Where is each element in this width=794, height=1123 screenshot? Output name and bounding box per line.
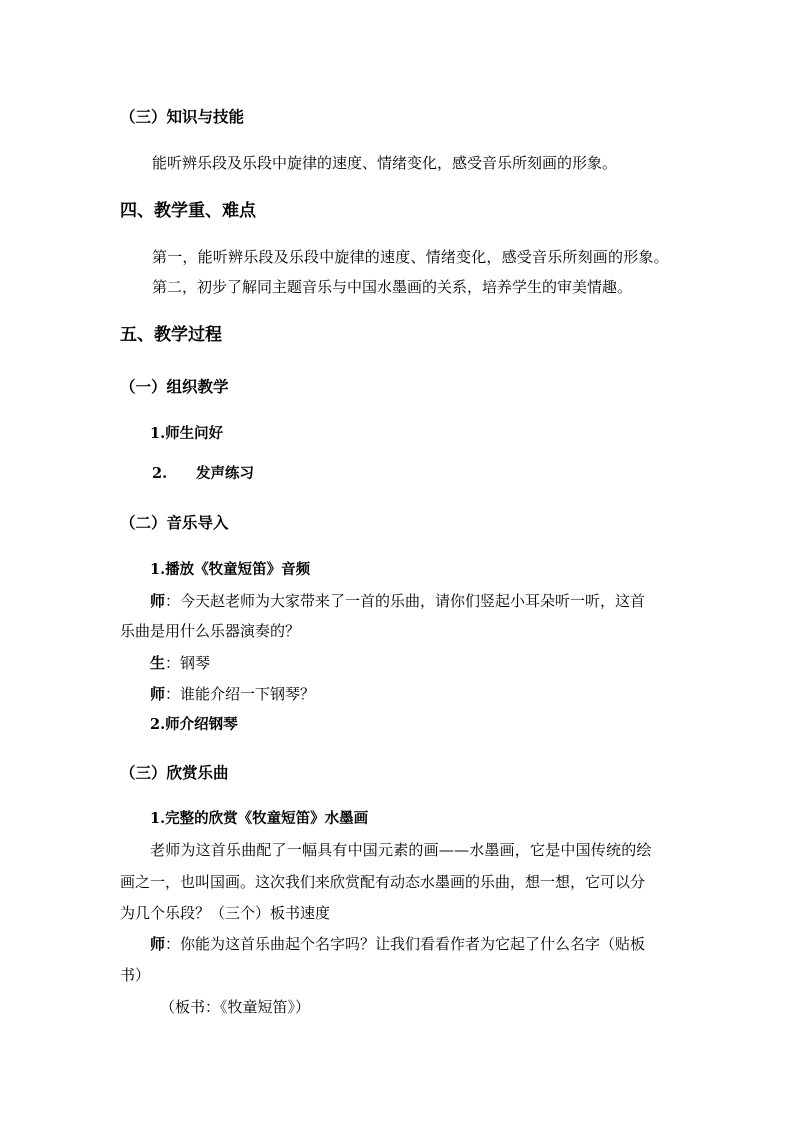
section-heading-knowledge-skills: （三）知识与技能: [120, 108, 245, 126]
list-item-introduce-piano: 2.师介绍钢琴: [150, 716, 238, 733]
speaker-label: 师: [150, 592, 166, 610]
section-heading-key-points: 四、教学重、难点: [120, 201, 256, 221]
list-item-greeting: 1.师生问好: [150, 425, 224, 442]
dialogue-text: ：今天赵老师为大家带来了一首的乐曲，请你们竖起小耳朵听一听，这首: [165, 592, 646, 610]
subsection-heading-organize: （一）组织教学: [120, 378, 229, 396]
paragraph-knowledge-skills: 能听辨乐段及乐段中旋律的速度、情绪变化，感受音乐所刻画的形象。: [152, 154, 618, 172]
paragraph-ink-painting-3: 为几个乐段？（三个）板书速度: [120, 904, 331, 922]
dialogue-text: ：钢琴: [165, 654, 211, 672]
dialogue-teacher-2: [150, 684, 315, 704]
dialogue-text: ：你能为这首乐曲起个名字吗？让我们看看作者为它起了什么名字（贴板: [165, 935, 646, 953]
speaker-label: 师: [150, 935, 166, 953]
subsection-heading-appreciation: （三）欣赏乐曲: [120, 764, 229, 782]
list-item-full-appreciation: 1.完整的欣赏《牧童短笛》水墨画: [150, 810, 369, 827]
speaker-label: 生: [150, 654, 166, 672]
dialogue-text: ：谁能介绍一下钢琴？: [165, 685, 316, 703]
dialogue-teacher-1: [150, 591, 645, 611]
dialogue-student-1: [150, 653, 210, 673]
subsection-heading-music-intro: （二）音乐导入: [120, 514, 229, 532]
list-item-play-audio: 1.播放《牧童短笛》音频: [150, 561, 311, 578]
paragraph-key-point-1: 第一，能听辨乐段及乐段中旋律的速度、情绪变化，感受音乐所刻画的形象。: [152, 248, 669, 266]
section-heading-teaching-process: 五、教学过程: [120, 325, 222, 345]
dialogue-teacher-3-cont: 书）: [120, 966, 151, 984]
list-item-number: 2.: [152, 465, 168, 482]
dialogue-teacher-3: [150, 934, 645, 954]
paragraph-ink-painting-2: 画之一，也叫国画。这次我们来欣赏配有动态水墨画的乐曲，想一想，它可以分: [120, 873, 646, 891]
paragraph-key-point-2: 第二，初步了解同主题音乐与中国水墨画的关系，培养学生的审美情趣。: [152, 278, 633, 296]
paragraph-ink-painting-1: 老师为这首乐曲配了一幅具有中国元素的画——水墨画，它是中国传统的绘: [150, 841, 652, 859]
board-note: （板书：《牧童短笛》）: [160, 998, 311, 1016]
speaker-label: 师: [150, 685, 166, 703]
list-item-vocal-practice: 发声练习: [196, 465, 254, 482]
dialogue-teacher-1-cont: 乐曲是用什么乐器演奏的？: [120, 622, 301, 640]
